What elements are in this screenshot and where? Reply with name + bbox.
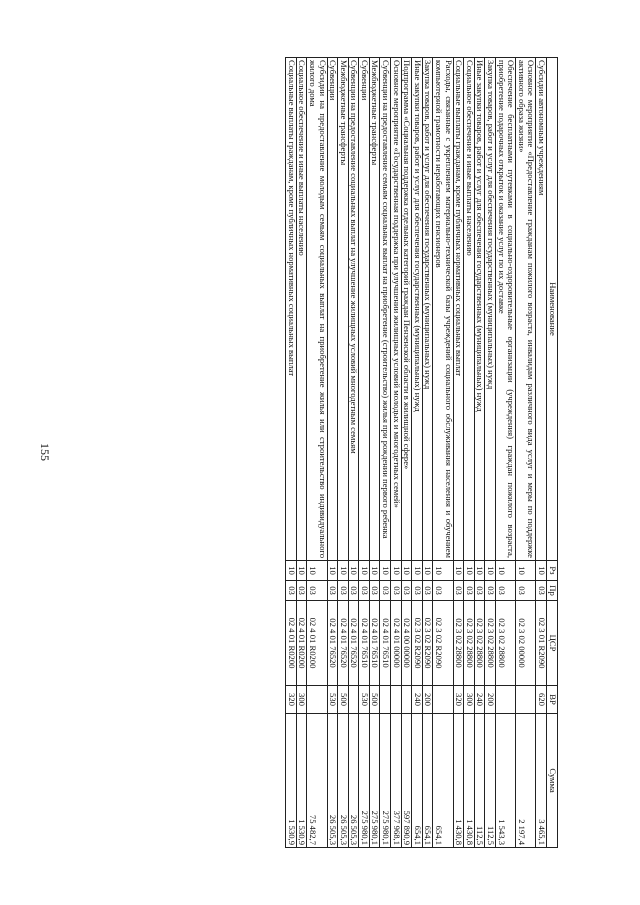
row-name-cell: Субвенции (327, 58, 338, 561)
csr-cell: 02 4 00 00000 (401, 601, 412, 686)
csr-cell: 02 4 01 R0200 (307, 601, 327, 686)
rz-cell: 10 (422, 561, 433, 581)
rotated-page-content (80, 57, 558, 847)
csr-cell: 02 3 02 28800 (496, 601, 516, 686)
csr-cell: 02 4 01 76520 (338, 601, 349, 686)
pr-cell: 03 (412, 581, 423, 601)
amount-cell: 26 505,3 (348, 714, 359, 848)
row-name-cell: Расходы, связанные с укреплением материально-технической базы учреждений социального обслуживания населения и обучением компьютерной грамотности неработающих пенсионеров (433, 58, 453, 561)
csr-cell: 02 4 01 00000 (391, 601, 402, 686)
header-cell: Сумма (547, 714, 558, 848)
rz-cell: 10 (433, 561, 453, 581)
vr-cell: 320 (286, 686, 297, 714)
rz-cell: 10 (464, 561, 475, 581)
csr-cell: 02 3 02 00000 (516, 601, 536, 686)
amount-cell: 2 197,4 (516, 714, 536, 848)
row-name-cell: Межбюджетные трансферты (338, 58, 349, 561)
amount-cell: 377 968,1 (391, 714, 402, 848)
row-name-cell: Субсидии на предоставление молодым семьям социальных выплат на приобретение жилья или строительство индивидуального жилого дома (307, 58, 327, 561)
rz-cell: 10 (516, 561, 536, 581)
amount-cell: 26 505,3 (327, 714, 338, 848)
header-cell: ЦСР (547, 601, 558, 686)
vr-cell: 320 (453, 686, 464, 714)
amount-cell: 112,5 (485, 714, 496, 848)
vr-cell (433, 686, 453, 714)
csr-cell: 02 4 01 76510 (369, 601, 380, 686)
table-row (401, 58, 412, 848)
pr-cell: 03 (391, 581, 402, 601)
row-name-cell: Закупка товаров, работ и услуг для обеспечения государственных (муниципальных) нужд (485, 58, 496, 561)
csr-cell: 02 3 01 R2090 (536, 601, 547, 686)
row-name-cell: Социальное обеспечение и иные выплаты населению (296, 58, 307, 561)
pr-cell: 03 (338, 581, 349, 601)
pr-cell: 03 (286, 581, 297, 601)
row-name-cell: Обеспечение бесплатными путевками в социально-оздоровительные организации (учреждения) граждан пожилого возраста, приобретение подарочных открыток и оказание услуг по их доставке (496, 58, 516, 561)
row-name-cell: Субвенции (359, 58, 370, 561)
amount-cell: 275 980,1 (359, 714, 370, 848)
pr-cell: 03 (401, 581, 412, 601)
table-row (485, 58, 496, 848)
vr-cell (391, 686, 402, 714)
amount-cell: 26 505,3 (338, 714, 349, 848)
row-name-cell: Социальное обеспечение и иные выплаты населению (464, 58, 475, 561)
pr-cell: 03 (536, 581, 547, 601)
vr-cell: 620 (536, 686, 547, 714)
pr-cell: 03 (327, 581, 338, 601)
header-cell: Рз (547, 561, 558, 581)
table-row (464, 58, 475, 848)
vr-cell (348, 686, 359, 714)
rz-cell: 10 (380, 561, 391, 581)
csr-cell: 02 4 01 76510 (359, 601, 370, 686)
amount-cell: 112,5 (474, 714, 485, 848)
table-row (433, 58, 453, 848)
csr-cell: 02 4 01 76510 (380, 601, 391, 686)
table-row (327, 58, 338, 848)
csr-cell: 02 4 01 76520 (327, 601, 338, 686)
page-number: 155 (38, 443, 52, 461)
csr-cell: 02 4 01 76520 (348, 601, 359, 686)
table-row (338, 58, 349, 848)
row-name-cell: Закупка товаров, работ и услуг для обеспечения государственных (муниципальных) нужд (422, 58, 433, 561)
table-row (359, 58, 370, 848)
row-name-cell: Социальные выплаты гражданам, кроме публичных нормативных социальных выплат (286, 58, 297, 561)
rz-cell: 10 (307, 561, 327, 581)
amount-cell: 1 430,8 (464, 714, 475, 848)
table-row (391, 58, 402, 848)
rz-cell: 10 (286, 561, 297, 581)
table-row (453, 58, 464, 848)
amount-cell: 1 530,9 (296, 714, 307, 848)
vr-cell: 300 (464, 686, 475, 714)
rz-cell: 10 (327, 561, 338, 581)
header-cell: Пр (547, 581, 558, 601)
table-row (369, 58, 380, 848)
table-header-row (547, 58, 558, 848)
row-name-cell: Межбюджетные трансферты (369, 58, 380, 561)
pr-cell: 03 (485, 581, 496, 601)
row-name-cell: Субвенции на предоставление семьям социальных выплат на приобретение (строительство) жилья при рождении первого ребенка (380, 58, 391, 561)
vr-cell: 530 (327, 686, 338, 714)
pr-cell: 03 (307, 581, 327, 601)
amount-cell: 654,1 (433, 714, 453, 848)
row-name-cell: Иные закупки товаров, работ и услуг для обеспечения государственных (муниципальных) нужд (474, 58, 485, 561)
header-cell: Наименование (547, 58, 558, 561)
amount-cell: 1 543,3 (496, 714, 516, 848)
amount-cell: 654,1 (412, 714, 423, 848)
amount-cell: 1 530,9 (286, 714, 297, 848)
rz-cell: 10 (496, 561, 516, 581)
csr-cell: 02 4 01 R0200 (296, 601, 307, 686)
vr-cell: 530 (359, 686, 370, 714)
csr-cell: 02 3 02 R2090 (433, 601, 453, 686)
csr-cell: 02 3 02 28800 (464, 601, 475, 686)
table-row (286, 58, 297, 848)
vr-cell: 200 (422, 686, 433, 714)
csr-cell: 02 3 02 28800 (474, 601, 485, 686)
amount-cell: 597 890,9 (401, 714, 412, 848)
rz-cell: 10 (359, 561, 370, 581)
rz-cell: 10 (474, 561, 485, 581)
vr-cell: 200 (485, 686, 496, 714)
rz-cell: 10 (453, 561, 464, 581)
vr-cell: 500 (338, 686, 349, 714)
rz-cell: 10 (296, 561, 307, 581)
vr-cell (380, 686, 391, 714)
rz-cell: 10 (485, 561, 496, 581)
rz-cell: 10 (369, 561, 380, 581)
csr-cell: 02 4 01 R0200 (286, 601, 297, 686)
table-row (422, 58, 433, 848)
pr-cell: 03 (380, 581, 391, 601)
table-row (380, 58, 391, 848)
vr-cell (307, 686, 327, 714)
row-name-cell: Основное мероприятие «Предоставление гражданам пожилого возраста, инвалидам различного вида услуг и меры по поддержке активного образа жизни» (516, 58, 536, 561)
pr-cell: 03 (422, 581, 433, 601)
pr-cell: 03 (359, 581, 370, 601)
table-row (412, 58, 423, 848)
rz-cell: 10 (536, 561, 547, 581)
pr-cell: 03 (516, 581, 536, 601)
vr-cell: 300 (296, 686, 307, 714)
pr-cell: 03 (464, 581, 475, 601)
rz-cell: 10 (401, 561, 412, 581)
rz-cell: 10 (338, 561, 349, 581)
pr-cell: 03 (348, 581, 359, 601)
vr-cell (496, 686, 516, 714)
amount-cell: 75 482,7 (307, 714, 327, 848)
table-row (296, 58, 307, 848)
pr-cell: 03 (474, 581, 485, 601)
vr-cell: 240 (474, 686, 485, 714)
vr-cell: 500 (369, 686, 380, 714)
table-row (496, 58, 516, 848)
vr-cell: 240 (412, 686, 423, 714)
amount-cell: 275 980,1 (369, 714, 380, 848)
csr-cell: 02 3 02 R2090 (412, 601, 423, 686)
csr-cell: 02 3 02 R2090 (422, 601, 433, 686)
amount-cell: 3 465,1 (536, 714, 547, 848)
pr-cell: 03 (453, 581, 464, 601)
pr-cell: 03 (496, 581, 516, 601)
row-name-cell: Подпрограмма «Социальная поддержка отдельных категорий граждан Пензенской области в жилищной сфере» (401, 58, 412, 561)
pr-cell: 03 (433, 581, 453, 601)
budget-table (285, 57, 558, 848)
rz-cell: 10 (348, 561, 359, 581)
pr-cell: 03 (296, 581, 307, 601)
table-row (474, 58, 485, 848)
csr-cell: 02 3 02 28800 (485, 601, 496, 686)
row-name-cell: Субсидии автономным учреждениям (536, 58, 547, 561)
row-name-cell: Субвенции на предоставление социальных выплат на улучшение жилищных условий многодетным семьям (348, 58, 359, 561)
table-row (307, 58, 327, 848)
amount-cell: 1 430,8 (453, 714, 464, 848)
row-name-cell: Социальные выплаты гражданам, кроме публичных нормативных социальных выплат (453, 58, 464, 561)
row-name-cell: Основное мероприятие «Государственная поддержка при улучшении жилищных условий молодых и многодетных семей» (391, 58, 402, 561)
vr-cell (401, 686, 412, 714)
rz-cell: 10 (391, 561, 402, 581)
rz-cell: 10 (412, 561, 423, 581)
table-row (348, 58, 359, 848)
amount-cell: 275 980,1 (380, 714, 391, 848)
header-cell: ВР (547, 686, 558, 714)
row-name-cell: Иные закупки товаров, работ и услуг для обеспечения государственных (муниципальных) нужд (412, 58, 423, 561)
amount-cell: 654,1 (422, 714, 433, 848)
table-row (536, 58, 547, 848)
table-row (516, 58, 536, 848)
pr-cell: 03 (369, 581, 380, 601)
vr-cell (516, 686, 536, 714)
csr-cell: 02 3 02 28800 (453, 601, 464, 686)
